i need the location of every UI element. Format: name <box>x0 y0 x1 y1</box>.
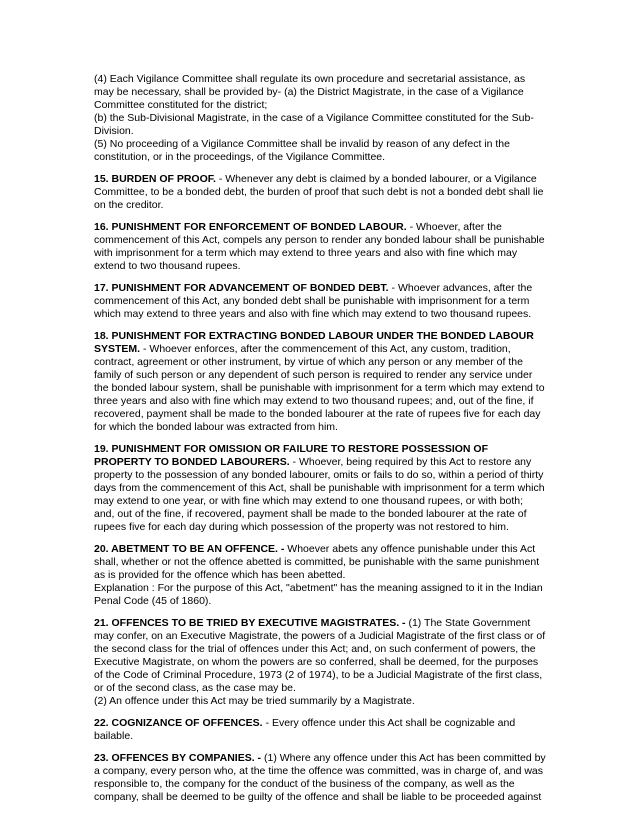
section-text: - Whoever enforces, after the commencement of this Act, any custom, tradition, contract, agreement or other instrument, by virtue of which any person or any member of the family of such person or any dependent of such person is required to render any service under the bonded labour system, shall be punishable with imprisonment for a term which may extend to three years and also with fine which may extend to two thousand rupees; and, out of the fine, if recovered, payment shall be made to the bonded labourer at the rate of rupees five for each day for which the bonded labour was extracted from him. <box>94 343 545 433</box>
section-heading: 15. BURDEN OF PROOF. <box>94 173 216 185</box>
document-page <box>94 73 546 813</box>
section-body <box>94 617 546 695</box>
subsection-4: (4) Each Vigilance Committee shall regulate its own procedure and secretarial assistance, as may be necessary, shall be provided by- (a) the District Magistrate, in the case of a Vigilance Committee constituted for the district; <box>94 73 526 111</box>
section-heading: 16. PUNISHMENT FOR ENFORCEMENT OF BONDED LABOUR. <box>94 221 407 233</box>
section-22 <box>94 717 546 743</box>
intro-subsections <box>94 73 546 164</box>
subsection-5: (5) No proceeding of a Vigilance Committee shall be invalid by reason of any defect in the constitution, or in the proceedings, of the Vigilance Committee. <box>94 138 510 163</box>
section-heading: 23. OFFENCES BY COMPANIES. - <box>94 752 262 764</box>
section-23 <box>94 752 546 804</box>
subsection-4b: (b) the Sub-Divisional Magistrate, in the case of a Vigilance Committee constituted for the Sub-Division. <box>94 112 534 137</box>
section-heading: 17. PUNISHMENT FOR ADVANCEMENT OF BONDED DEBT. <box>94 282 389 294</box>
section-text: Whoever abets any offence punishable under this Act shall, whether or not the offence abetted is committed, be punishable with the same punishment as is provided for the offence which has been abetted. <box>94 543 540 581</box>
section-16 <box>94 221 546 273</box>
section-21 <box>94 617 546 708</box>
section-heading: 20. ABETMENT TO BE AN OFFENCE. - <box>94 543 285 555</box>
section-text: - Whoever advances, after the commencement of this Act, any bonded debt shall be punishable with imprisonment for a term which may extend to three years and also with fine which may extend to two thousand rupees. <box>94 282 533 320</box>
section-19 <box>94 443 546 534</box>
section-heading: 22. COGNIZANCE OF OFFENCES. <box>94 717 263 729</box>
section-15 <box>94 173 546 212</box>
section-subsection-2: (2) An offence under this Act may be tried summarily by a Magistrate. <box>94 695 415 707</box>
section-text: (1) The State Government may confer, on an Executive Magistrate, the powers of a Judicial Magistrate of the first class or of the second class for the trial of offences under this Act; and, on such conferment of powers, the Executive Magistrate, on whom the powers are so conferred, shall be deemed, for the purposes of the Code of Criminal Procedure, 1973 (2 of 1974), to be a Judicial Magistrate of the first class, or of the second class, as the case may be. <box>94 617 546 694</box>
section-text: (1) Where any offence under this Act has been committed by a company, every person who, at the time the offence was committed, was in charge of, and was responsible to, the company for the conduct of the business of the company, as well as the company, shall be deemed to be guilty of the offence and shall be liable to be proceeded against <box>94 752 546 803</box>
section-18 <box>94 330 546 434</box>
section-heading: 18. PUNISHMENT FOR EXTRACTING BONDED LABOUR UNDER THE BONDED LABOUR SYSTEM. <box>94 330 534 355</box>
section-text: - Every offence under this Act shall be cognizable and bailable. <box>94 717 516 742</box>
section-text: - Whoever, being required by this Act to restore any property to the possession of any bonded labourer, omits or fails to do so, within a period of thirty days from the commencement of this Act, shall be punishable with imprisonment for a term which may extend to one year, or with fine which may extend to one thousand rupees, or with both; and, out of the fine, if recovered, payment shall be made to the bonded labourer at the rate of rupees five for each day during which possession of the property was not restored to him. <box>94 456 545 533</box>
section-text: - Whoever, after the commencement of this Act, compels any person to render any bonded labour shall be punishable with imprisonment for a term which may extend to three years and also with fine which may extend to two thousand rupees. <box>94 221 545 272</box>
section-text: - Whenever any debt is claimed by a bonded labourer, or a Vigilance Committee, to be a bonded debt, the burden of proof that such debt is not a bonded debt shall lie on the creditor. <box>94 173 544 211</box>
section-17 <box>94 282 546 321</box>
section-explanation: Explanation : For the purpose of this Act, "abetment" has the meaning assigned to it in the Indian Penal Code (45 of 1860). <box>94 582 543 607</box>
section-body <box>94 543 546 582</box>
section-heading: 19. PUNISHMENT FOR OMISSION OR FAILURE TO RESTORE POSSESSION OF PROPERTY TO BONDED LABOURERS. <box>94 443 489 468</box>
section-heading: 21. OFFENCES TO BE TRIED BY EXECUTIVE MAGISTRATES. - <box>94 617 406 629</box>
section-20 <box>94 543 546 608</box>
